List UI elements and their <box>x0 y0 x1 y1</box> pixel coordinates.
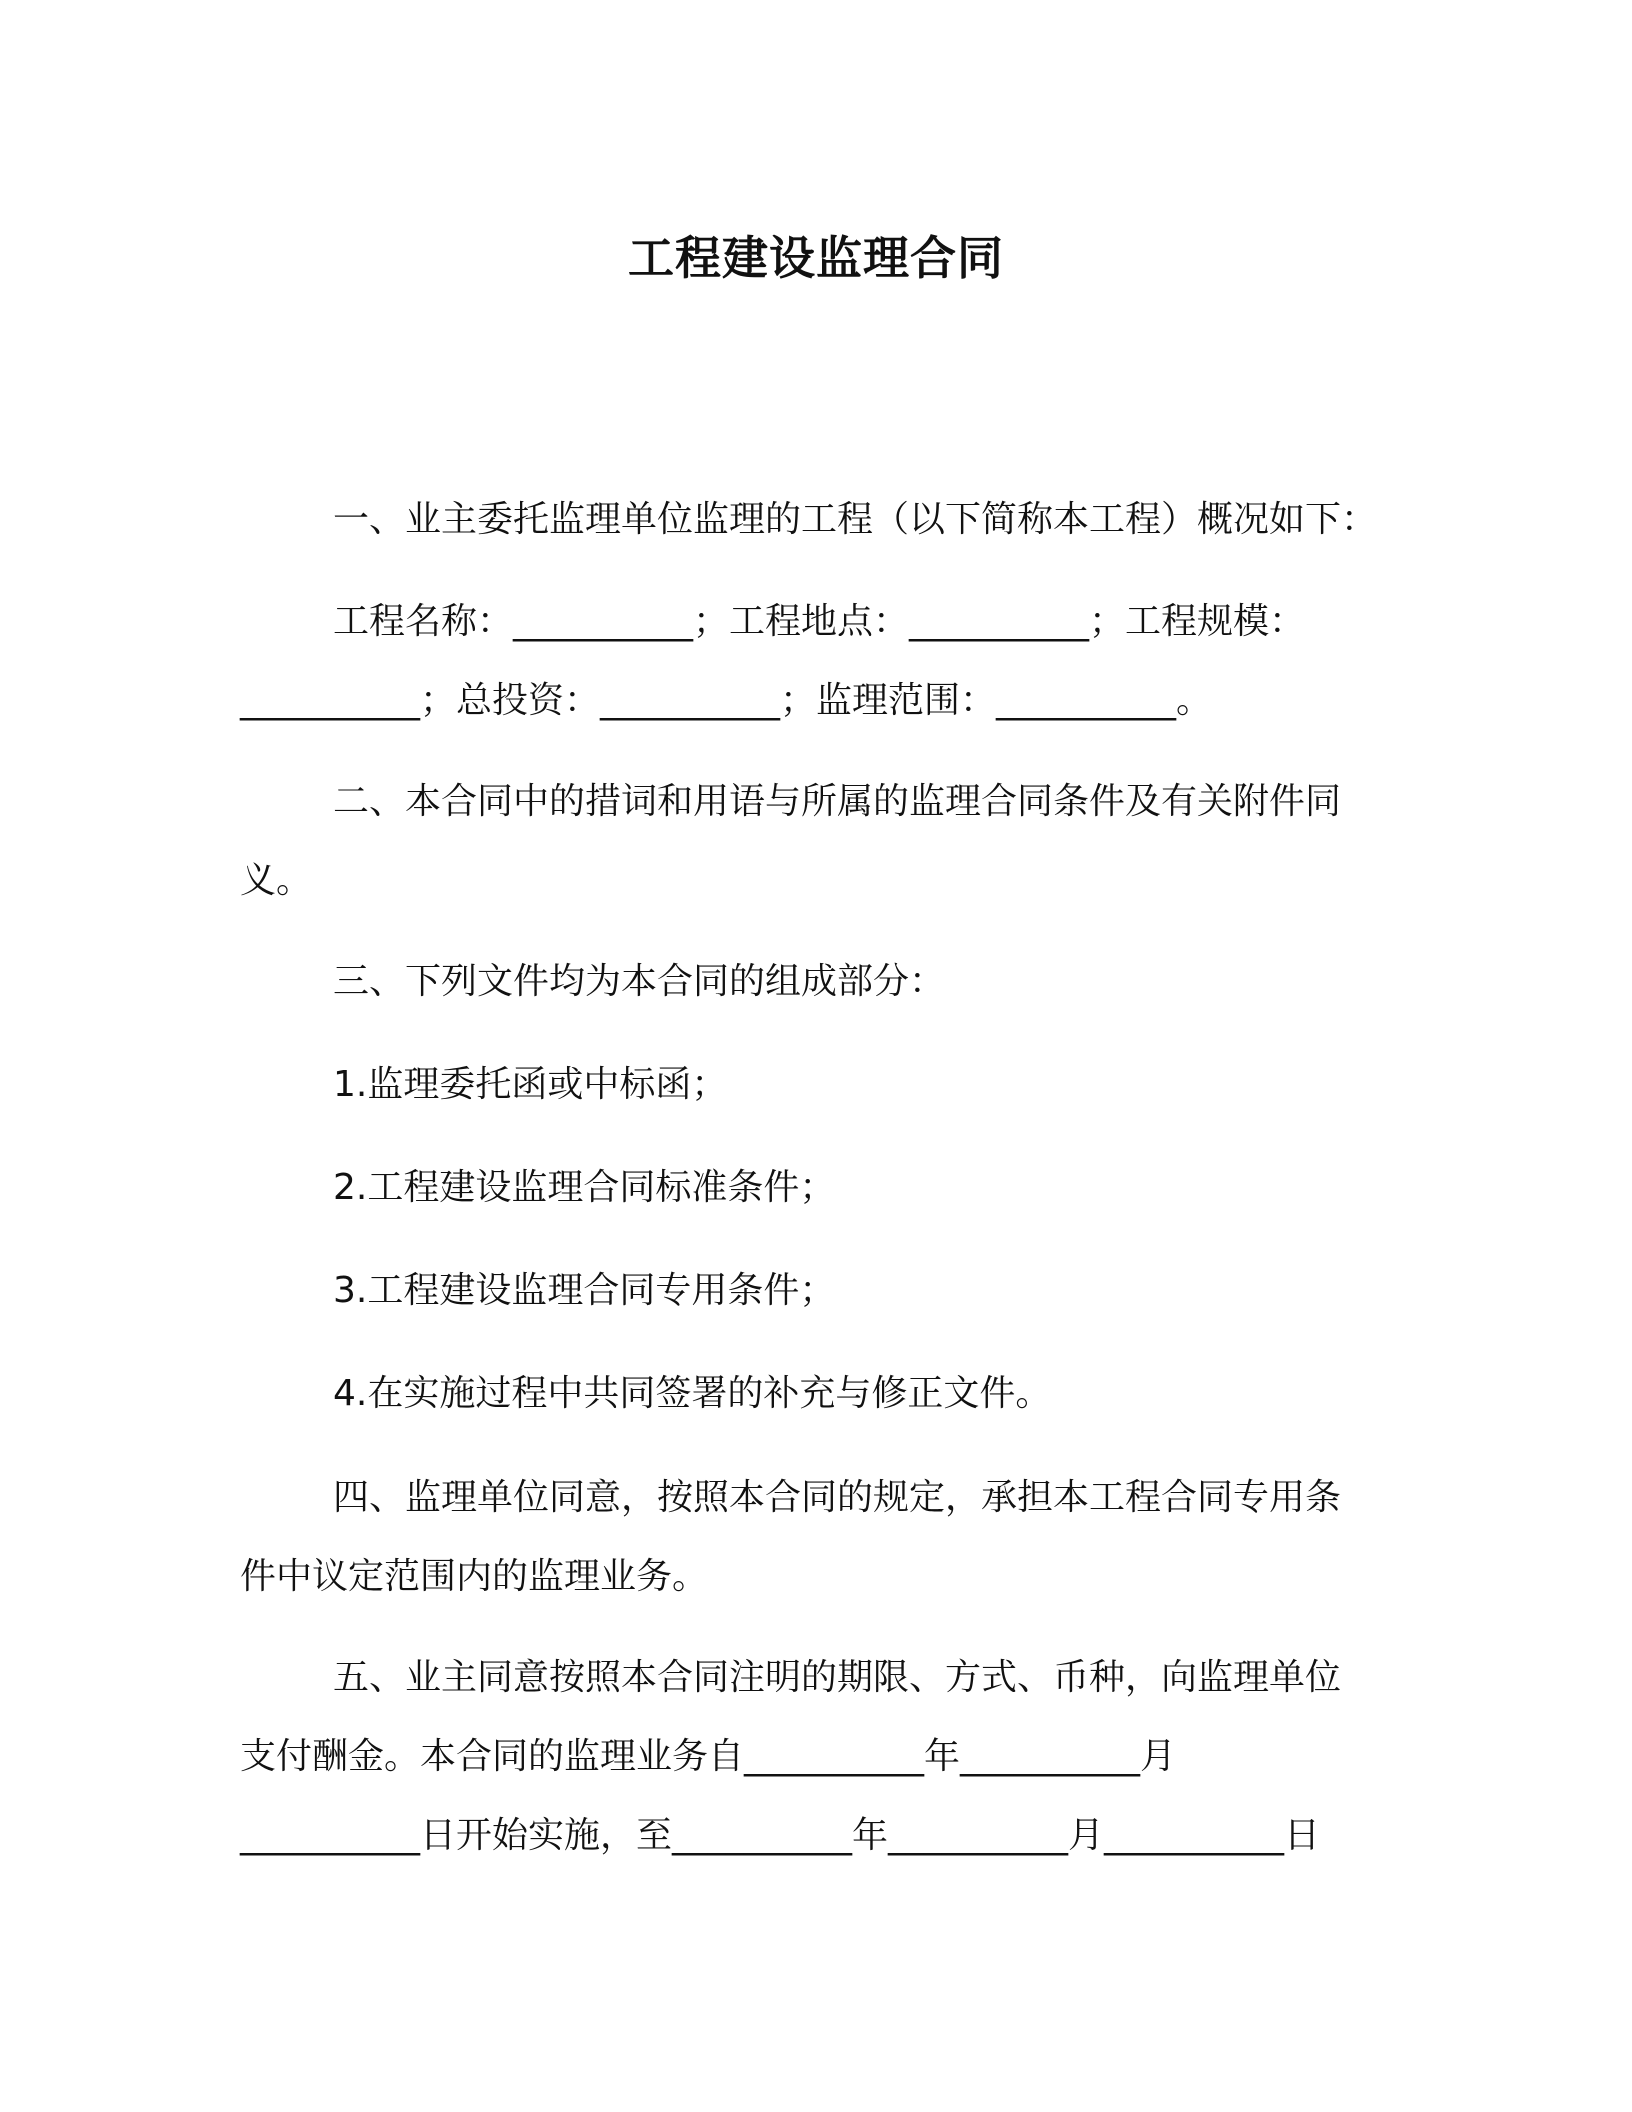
clause-5-line-3: __________日开始实施，至__________年__________月__________日 <box>240 1815 1321 1856</box>
clause-1-text: 一、业主委托监理单位监理的工程（以下简称本工程）概况如下： <box>333 499 1378 540</box>
list-item-2: 2.工程建设监理合同标准条件； <box>333 1167 836 1208</box>
clause-2-line-1: 二、本合同中的措词和用语与所属的监理合同条件及有关附件同 <box>333 781 1342 822</box>
list-item-3: 3.工程建设监理合同专用条件； <box>333 1270 836 1311</box>
list-item-4: 4.在实施过程中共同签署的补充与修正文件。 <box>333 1373 1052 1414</box>
list-item-1: 1.监理委托函或中标函； <box>333 1064 728 1105</box>
clause-5-line-1: 五、业主同意按照本合同注明的期限、方式、币种，向监理单位 <box>333 1657 1342 1698</box>
project-info-line-1: 工程名称：__________；工程地点：__________；工程规模： <box>333 601 1306 642</box>
clause-5-line-2: 支付酬金。本合同的监理业务自__________年__________月 <box>240 1736 1177 1777</box>
project-info-line-2: __________；总投资：__________；监理范围：__________。 <box>240 680 1213 721</box>
clause-2-line-2: 义。 <box>240 860 313 901</box>
clause-3-text: 三、下列文件均为本合同的组成部分： <box>333 961 946 1002</box>
clause-4-line-2: 件中议定范围内的监理业务。 <box>240 1556 709 1597</box>
clause-4-line-1: 四、监理单位同意，按照本合同的规定，承担本工程合同专用条 <box>333 1477 1342 1518</box>
document-title: 工程建设监理合同 <box>628 231 1004 285</box>
